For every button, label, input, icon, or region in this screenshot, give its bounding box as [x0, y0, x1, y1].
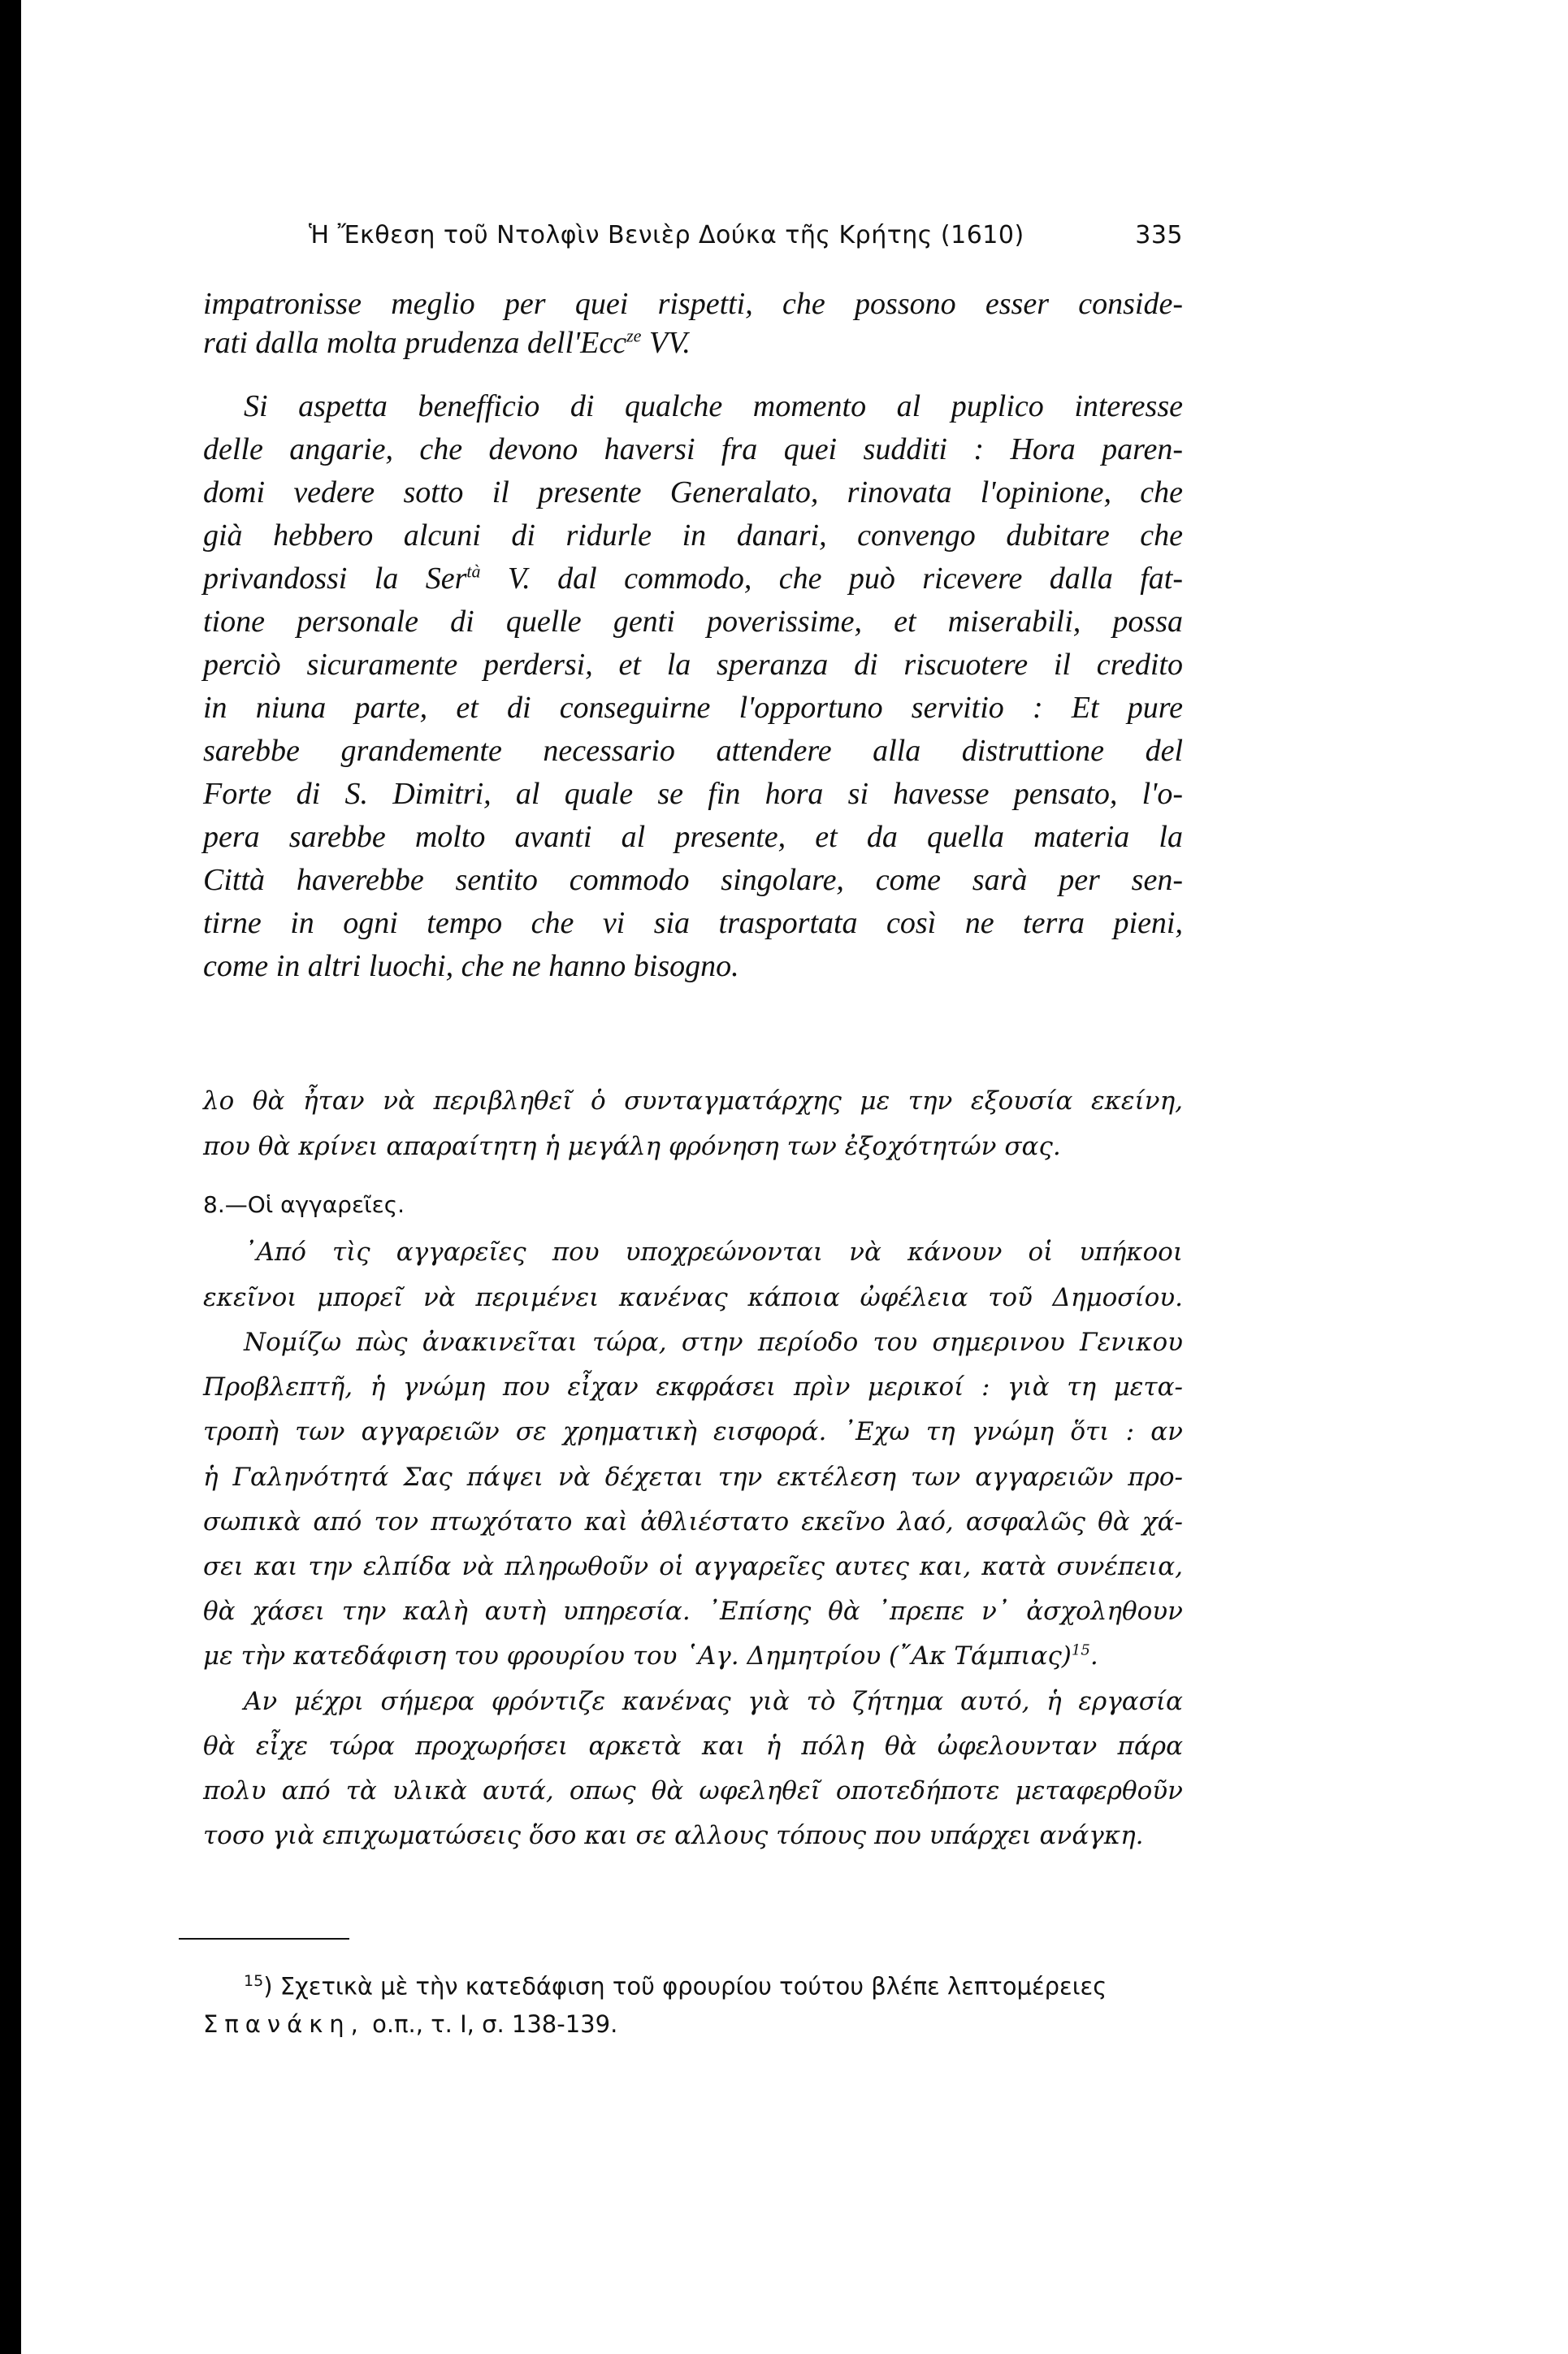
italian-line: tirne in ogni tempo che vi sia trasportata così ne terra pieni, [203, 906, 1183, 940]
italian-text: rati dalla molta prudenza dell'Ecc [203, 326, 627, 360]
italian-line: delle angarie, che devono haversi fra quei sudditi : Hora paren- [203, 432, 1183, 466]
greek-line: Προβλεπτῆ, ἡ γνώμη που εἶχαν εκφράσει πρὶν μερικοί : γιὰ τη μετα- [203, 1372, 1183, 1402]
footnote-ref: 15 [1071, 1641, 1090, 1659]
italian-line: tione personale di quelle genti poverissime, et miserabili, possa [203, 605, 1183, 639]
superscript: ze [626, 325, 642, 346]
greek-text: . [1089, 1641, 1098, 1671]
greek-line: τοσο γιὰ επιχωματώσεις ὅσο και σε αλλους τόπους που υπάρχει ανάγκη. [203, 1821, 1144, 1850]
greek-text: με τὴν κατεδάφιση του φρουρίου του ῾Αγ. Δημητρίου (῎Ακ Τάμπιας) [203, 1641, 1072, 1671]
running-title: Ἡ Ἔκθεση τοῦ Ντολφὶν Βενιὲρ Δούκα τῆς Κρήτης (1610) [309, 221, 1024, 249]
italian-line [203, 561, 1183, 596]
greek-paragraph-start: Αν μέχρι σήμερα φρόντιζε κανένας γιὰ τὸ ζήτημα αυτό, ἡ εργασία [244, 1687, 1183, 1716]
italian-line: Forte di S. Dimitri, al quale se fin hora si havesse pensato, l'o- [203, 777, 1183, 811]
greek-line: σωπικὰ από τον πτωχότατο καὶ ἀθλιέστατο εκεῖνο λαό, ασφαλῶς θὰ χά- [203, 1507, 1183, 1537]
footnote-line [244, 1972, 1224, 2001]
page-number: 335 [1135, 221, 1183, 249]
italian-paragraph-start: Si aspetta benefficio di qualche momento al puplico interesse [244, 389, 1183, 423]
greek-line: λο θὰ ἦταν νὰ περιβληθεῖ ὁ συνταγματάρχης με την εξουσία εκείνη, [203, 1086, 1183, 1116]
page-edge-shadow [0, 0, 21, 2354]
footnote-text: ο.π., τ. I, σ. 138-139. [364, 2010, 618, 2038]
greek-line: πολυ από τὰ υλικὰ αυτά, οπως θὰ ωφεληθεῖ οποτεδήποτε μεταφερθοῦν [203, 1776, 1183, 1806]
greek-line: σει και την ελπίδα νὰ πληρωθοῦν οἱ αγγαρεῖες αυτες και, κατὰ συνέπεια, [203, 1552, 1183, 1581]
greek-line [203, 1641, 1183, 1671]
italian-line: perciò sicuramente perdersi, et la speranza di riscuotere il credito [203, 648, 1183, 682]
footnote-marker: 15 [244, 1972, 264, 1990]
greek-line: εκεῖνοι μπορεῖ νὰ περιμένει κανένας κάποια ὠφέλεια τοῦ Δημοσίου. [203, 1283, 1183, 1312]
footnote-author: Σπανάκη, [203, 2010, 365, 2038]
italian-line: sarebbe grandemente necessario attendere alla distruttione del [203, 734, 1183, 768]
italian-line: in niuna parte, et di conseguirne l'opportuno servitio : Et pure [203, 691, 1183, 725]
italian-line: già hebbero alcuni di ridurle in danari, convengo dubitare che [203, 518, 1183, 553]
greek-paragraph-start: ᾿Από τὶς αγγαρεῖες που υποχρεώνονται νὰ κάνουν οἱ υπήκοοι [244, 1238, 1183, 1267]
superscript: tà [466, 561, 481, 582]
italian-line: Città haverebbe sentito commodo singolare, come sarà per sen- [203, 863, 1183, 897]
italian-text: VV. [641, 326, 691, 360]
italian-line [203, 325, 1183, 361]
italian-line: impatronisse meglio per quei rispetti, che possono esser conside- [203, 287, 1183, 321]
footnote-rule [179, 1938, 349, 1940]
italian-line: domi vedere sotto il presente Generalato, rinovata l'opinione, che [203, 475, 1183, 509]
greek-line: ἡ Γαληνότητά Σας πάψει νὰ δέχεται την εκτέλεση των αγγαρειῶν προ- [203, 1463, 1183, 1492]
italian-line: pera sarebbe molto avanti al presente, et da quella materia la [203, 820, 1183, 854]
section-heading: 8.—Οἱ αγγαρεῖες. [203, 1191, 405, 1218]
footnote-line [203, 2010, 1183, 2038]
footnote-text: ) Σχετικὰ μὲ τὴν κατεδάφιση τοῦ φρουρίου τούτου βλέπε λεπτομέρειες [263, 1972, 1107, 2001]
greek-line: τροπὴ των αγγαρειῶν σε χρηματικὴ εισφορά. ᾿Εχω τη γνώμη ὅτι : αν [203, 1417, 1183, 1446]
running-header [309, 221, 1183, 249]
italian-line: come in altri luochi, che ne hanno bisogno. [203, 949, 739, 983]
greek-line: Νομίζω πὼς ἀνακινεῖται τώρα, στην περίοδο του σημερινου Γενικου [244, 1328, 1183, 1357]
greek-line: που θὰ κρίνει απαραίτητη ἡ μεγάλη φρόνηση των ἐξοχότητών σας. [203, 1132, 1061, 1161]
italian-text: V. dal commodo, che può ricevere dalla fat- [480, 561, 1184, 596]
greek-line: θὰ χάσει την καλὴ αυτὴ υπηρεσία. ᾿Επίσης θὰ ᾿πρεπε ν᾿ ἀσχοληθουν [203, 1597, 1183, 1626]
greek-line: θὰ εἶχε τώρα προχωρήσει αρκετὰ και ἡ πόλη θὰ ὠφελουνταν πάρα [203, 1732, 1183, 1761]
italian-text: privandossi la Ser [203, 561, 467, 596]
